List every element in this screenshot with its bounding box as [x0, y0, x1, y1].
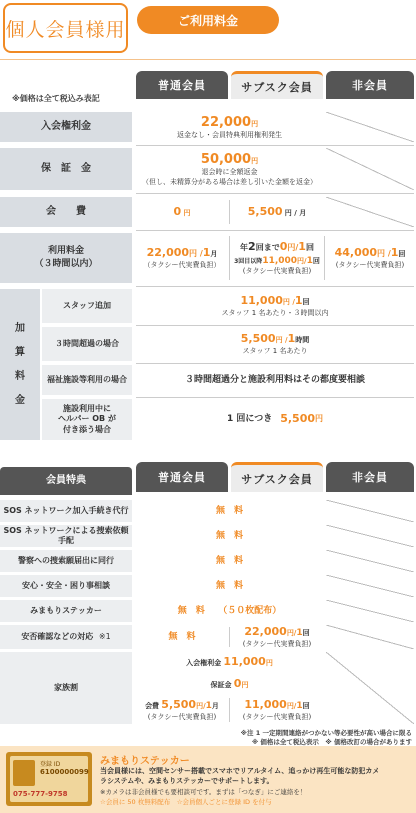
- addon-helper-pre: 1 回につき: [226, 414, 273, 425]
- family-reg-note: (タクシー代実費負担): [147, 712, 217, 721]
- benefit-sub-note: (タクシー代実費負担): [242, 639, 312, 648]
- addon-helper-label-line: 付き添う場合: [63, 424, 111, 434]
- benefit-footnote-mark: ※1: [98, 631, 111, 641]
- usage-non-cell: [326, 233, 414, 283]
- non-member-na: [326, 625, 414, 649]
- sticker-body-3: ※カメラは非会員様でも要相談可です。まずは「つなぎ」にご連絡を！: [100, 788, 307, 796]
- membership-regular-price: 0: [173, 204, 182, 218]
- family-reg-unit: 円/: [196, 701, 206, 710]
- col-divider: [324, 236, 325, 280]
- benefit-label: SOS ネットワーク加入手続き代行: [0, 500, 132, 522]
- benefit-sub-unit: 円/: [286, 628, 297, 637]
- non-member-na: [326, 500, 414, 522]
- family-label: 家族割: [0, 652, 132, 724]
- col-header-subscription: サブスク会員: [231, 71, 323, 99]
- page-title: 個人会員様用: [3, 3, 128, 53]
- deposit-note-2: （但し、未精算分がある場合は差し引いた金額を返金）: [142, 177, 317, 186]
- non-member-na: [326, 575, 414, 597]
- usage-sub-unit: 円/: [287, 242, 299, 252]
- col-header-non-member-2: 非会員: [326, 462, 414, 492]
- sticker-card-face: [10, 756, 88, 802]
- usage-sub-text: 回まで: [255, 242, 280, 252]
- sticker-card-id: 6100000099: [40, 768, 89, 776]
- sticker-card-tel: 075-777-9758: [13, 790, 68, 798]
- usage-sub-text: 回: [305, 242, 314, 252]
- benefit-value-text: 無 料: [215, 580, 243, 591]
- family-deposit-unit: 円: [241, 680, 249, 689]
- usage-label-sub: （３時間以内）: [34, 259, 98, 269]
- family-sub: [231, 696, 323, 724]
- sticker-title: みまもりステッカー: [100, 756, 190, 767]
- addon-overtime-note: スタッフ 1 名あたり: [242, 346, 308, 355]
- addon-staff-price: 11,000: [240, 293, 283, 307]
- row-divider: [136, 145, 414, 146]
- footnote-2: ※ 価格は全て税込表示 ※ 価格改訂の場合があります: [251, 738, 412, 746]
- divider: [0, 59, 416, 60]
- addon-facility-cell: [136, 365, 414, 395]
- usage-non-note: (タクシー代実費負担): [335, 260, 405, 269]
- benefit-sub-count: 1: [296, 627, 303, 638]
- family-sub-unit: 円/: [286, 701, 297, 710]
- benefit-value-text: 無 料: [215, 555, 243, 566]
- usage-non-unit: 円 /: [377, 248, 391, 258]
- family-sub-price: 11,000: [244, 697, 287, 711]
- family-reg-count: 1: [205, 700, 212, 711]
- usage-sub-note: (タクシー代実費負担): [242, 266, 312, 275]
- addon-facility-text: ３時間超過分と施設利用料はその都度要相談: [184, 374, 365, 385]
- deposit-cell: [136, 148, 323, 190]
- addon-staff-cell: [136, 289, 414, 323]
- col-header-regular: 普通会員: [136, 71, 228, 99]
- family-sub-count: 1: [296, 700, 303, 711]
- non-member-na: [326, 525, 414, 547]
- row-label-usage: [0, 233, 132, 283]
- benefit-value-text: 無 料: [215, 530, 243, 541]
- usage-sub-zero: 0: [279, 239, 288, 253]
- row-divider: [136, 230, 414, 231]
- family-entry: [136, 652, 323, 672]
- sticker-body-4: ☆会員に 50 枚無料配布 ☆会員個人ごとに登録 ID を付与: [100, 798, 272, 806]
- usage-sub-one: 1: [298, 239, 306, 253]
- footnote-1: ※注 1 一定期間連絡がつかない等必要性が高い場合に限る: [240, 729, 412, 737]
- row-divider: [136, 397, 414, 398]
- deposit-unit: 円: [251, 156, 259, 165]
- addon-side-label: [0, 289, 40, 440]
- usage-non-price: 44,000: [334, 245, 378, 259]
- addon-overtime-unit: 円 /: [275, 335, 288, 344]
- addon-helper-label-line: ヘルパー OB が: [58, 414, 116, 424]
- usage-regular-price: 22,000: [146, 245, 190, 259]
- benefit-value: [136, 575, 323, 597]
- benefit-label: みまもりステッカー: [0, 600, 132, 622]
- family-regular: [136, 696, 228, 724]
- benefits-header: 会員特典: [0, 467, 132, 495]
- usage-label-main: 利用料金: [47, 246, 84, 257]
- tax-note: ※価格は全て税込み表記: [12, 94, 100, 103]
- entry-fee-price: 22,000: [200, 114, 252, 130]
- family-deposit: [136, 674, 323, 694]
- membership-sub-price: 5,500: [247, 204, 283, 218]
- benefit-sub-count-unit: 回: [302, 628, 310, 637]
- entry-fee-note: 返金なし・会員特典利用権利発生: [177, 131, 282, 140]
- col-divider: [229, 200, 230, 224]
- non-member-na: [326, 600, 414, 622]
- membership-regular-unit: 円: [183, 208, 191, 217]
- membership-sub-cell: [231, 197, 323, 227]
- addon-overtime-count-unit: 時間: [295, 335, 310, 344]
- addon-overtime-price: 5,500: [240, 331, 276, 345]
- non-member-na: [326, 148, 414, 190]
- benefit-label: 警察への捜索願届出に同行: [0, 550, 132, 572]
- row-label-entry-fee: 入会権利金: [0, 112, 132, 142]
- membership-regular-cell: [136, 197, 228, 227]
- usage-regular-note: （タクシー代実費負担）: [143, 260, 221, 269]
- non-member-na: [326, 197, 414, 227]
- family-entry-price: 11,000: [223, 654, 266, 668]
- family-entry-label: 入会権利金: [186, 658, 222, 667]
- sticker-body-2: ラシステムや、みまもりステッカーでサポートします。: [100, 777, 274, 785]
- non-member-na: [326, 652, 414, 724]
- benefit-value: [136, 625, 228, 649]
- usage-regular-unit: 円 /: [189, 248, 203, 258]
- non-member-na: [326, 112, 414, 142]
- addon-side-char: 金: [15, 394, 25, 406]
- sticker-logo-icon: [13, 760, 35, 786]
- usage-sub-price: 11,000: [262, 255, 298, 266]
- sticker-card-image: [6, 752, 92, 806]
- sticker-body-1: 当会員様には、空間センサー搭載でスマホでリアルタイム、追っかけ再生可能な防犯カメ: [100, 767, 380, 775]
- usage-regular-times-unit: 月: [210, 249, 218, 258]
- addon-staff-count: 1: [294, 293, 303, 307]
- family-reg-count-unit: 月: [211, 701, 219, 710]
- addon-side-char: 料: [15, 370, 25, 382]
- row-divider: [136, 286, 414, 287]
- benefit-value: [136, 550, 323, 572]
- entry-fee-unit: 円: [251, 119, 259, 128]
- usage-sub-unit: 円/: [297, 256, 307, 265]
- benefit-label-text: 安否確認などの対応: [21, 631, 94, 641]
- row-label-membership: 会 費: [0, 197, 132, 227]
- addon-side-char: 算: [15, 346, 25, 358]
- usage-sub-cell: [231, 233, 323, 283]
- membership-sub-unit: 円 / 月: [284, 208, 307, 217]
- usage-regular-cell: [136, 233, 228, 283]
- addon-overtime-count: 1: [287, 331, 296, 345]
- benefit-sub-price: 22,000: [244, 624, 287, 638]
- tab-pricing[interactable]: ご利用料金: [137, 6, 279, 34]
- family-sub-count-unit: 回: [302, 701, 310, 710]
- benefit-label: SOS ネットワークによる捜索依頼手配: [0, 525, 132, 547]
- usage-sub-text: 回: [312, 256, 320, 265]
- benefit-value: [136, 525, 323, 547]
- col-header-regular-2: 普通会員: [136, 462, 228, 492]
- addon-helper-cell: [136, 399, 414, 440]
- usage-sub-one: 1: [306, 255, 313, 266]
- benefit-value-text: 無 料 （５０枚配布）: [177, 605, 282, 616]
- row-label-deposit: 保 証 金: [0, 148, 132, 190]
- non-member-na: [326, 550, 414, 572]
- deposit-note-1: 退会時に全額返金: [201, 168, 258, 177]
- usage-sub-text: 年: [240, 242, 249, 252]
- family-reg-pre: 会費: [145, 701, 160, 710]
- benefit-value-text: 無 料: [168, 631, 196, 642]
- benefit-label-safety: [0, 625, 132, 649]
- usage-regular-times: 1: [202, 245, 211, 259]
- family-deposit-price: 0: [233, 676, 242, 690]
- family-sub-note: (タクシー代実費負担): [242, 712, 312, 721]
- sticker-card-label: 登録 ID: [40, 761, 61, 768]
- addon-label-helper: [42, 399, 132, 440]
- addon-helper-label-line: 施設利用中に: [63, 403, 111, 413]
- benefit-value-text: 無 料: [215, 505, 243, 516]
- addon-side-char: 加: [15, 322, 25, 334]
- addon-staff-unit: 円 /: [282, 297, 295, 306]
- col-divider: [229, 698, 230, 722]
- benefit-sub-value: [231, 625, 323, 649]
- family-entry-unit: 円: [265, 658, 273, 667]
- deposit-price: 50,000: [200, 151, 252, 167]
- addon-label-staff: スタッフ追加: [42, 289, 132, 323]
- row-divider: [136, 325, 414, 326]
- addon-overtime-cell: [136, 327, 414, 361]
- benefit-value: [136, 600, 323, 622]
- addon-staff-count-unit: 回: [302, 297, 310, 306]
- col-divider: [229, 236, 230, 280]
- addon-helper-unit: 円: [315, 414, 323, 424]
- col-header-non-member: 非会員: [326, 71, 414, 99]
- col-header-subscription-2: サブスク会員: [231, 462, 323, 492]
- family-deposit-label: 保証金: [210, 680, 232, 689]
- row-divider: [136, 363, 414, 364]
- usage-non-times: 1: [390, 245, 399, 259]
- entry-fee-cell: [136, 112, 323, 142]
- col-divider: [229, 627, 230, 647]
- row-divider: [136, 193, 414, 194]
- benefit-label: 安心・安全・困り事相談: [0, 575, 132, 597]
- addon-label-overtime: ３時間超過の場合: [42, 327, 132, 361]
- addon-staff-note: スタッフ 1 名あたり・３時間以内: [221, 308, 329, 317]
- usage-non-times-unit: 回: [398, 249, 406, 258]
- addon-helper-price: 5,500: [280, 412, 315, 426]
- usage-sub-text: 3回目以降: [234, 257, 263, 265]
- benefit-value: [136, 500, 323, 522]
- usage-sub-count: 2: [248, 239, 256, 253]
- family-reg-price: 5,500: [161, 697, 197, 711]
- addon-label-facility: 福祉施設等利用の場合: [42, 365, 132, 395]
